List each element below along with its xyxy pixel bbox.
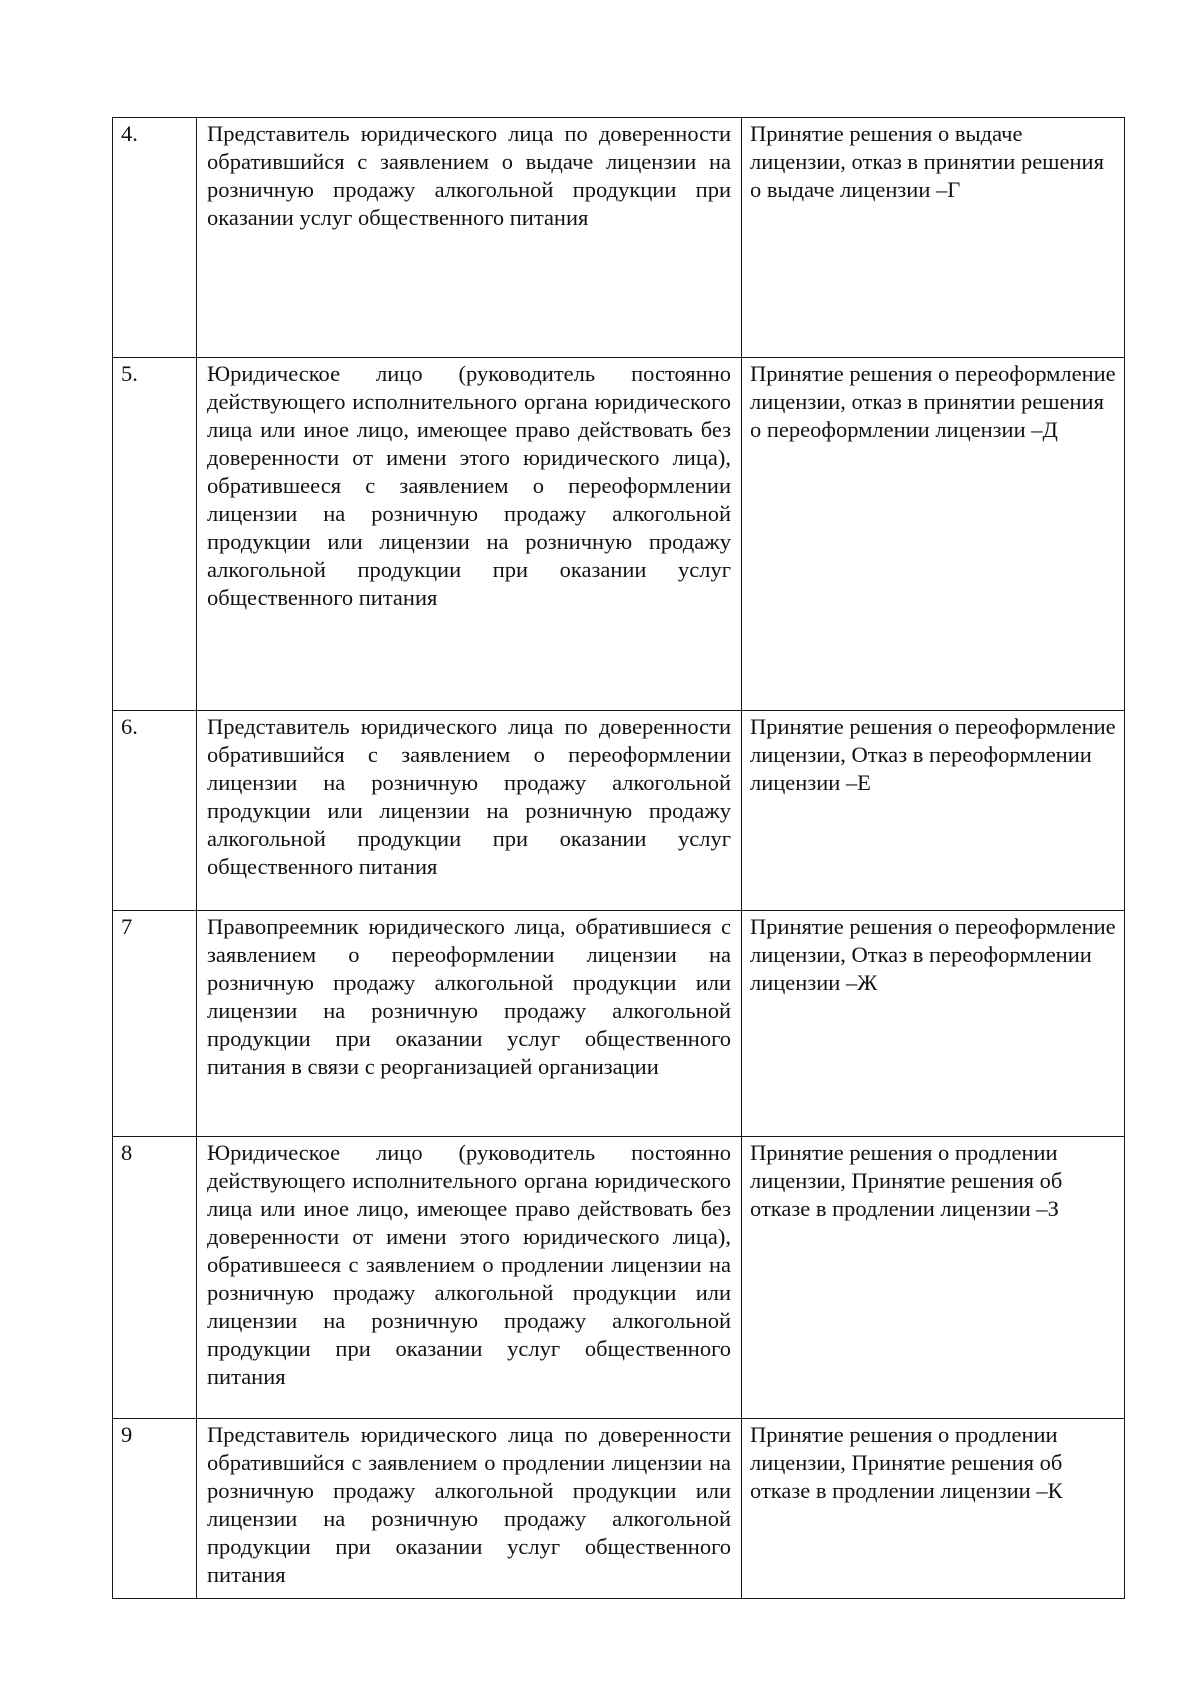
- licensing-table: [112, 117, 1125, 1599]
- table-row: [113, 1419, 1125, 1599]
- row-number: 4.: [113, 118, 197, 358]
- applicant-cell: Представитель юридического лица по доверенности обратившийся с заявлением о выдаче лицензии на розничную продажу алкогольной продукции при оказании услуг общественного питания: [197, 118, 742, 358]
- result-cell: Принятие решения о продлении лицензии, Принятие решения об отказе в продлении лицензии –К: [742, 1419, 1125, 1599]
- applicant-cell: Юридическое лицо (руководитель постоянно действующего исполнительного органа юридического лица или иное лицо, имеющее право действовать без доверенности от имени этого юридического лица), обратившееся с заявлением о переоформлении лицензии на розничную продажу алкогольной продукции или лицензии на розничную продажу алкогольной продукции при оказании услуг общественного питания: [197, 358, 742, 711]
- row-number: 9: [113, 1419, 197, 1599]
- applicant-cell: Правопреемник юридического лица, обратившиеся с заявлением о переоформлении лицензии на розничную продажу алкогольной продукции или лицензии на розничную продажу алкогольной продукции при оказании услуг общественного питания в связи с реорганизацией организации: [197, 911, 742, 1137]
- applicant-cell: Представитель юридического лица по доверенности обратившийся с заявлением о продлении лицензии на розничную продажу алкогольной продукции или лицензии на розничную продажу алкогольной продукции при оказании услуг общественного питания: [197, 1419, 742, 1599]
- result-cell: Принятие решения о переоформление лицензии, отказ в принятии решения о переоформлении лицензии –Д: [742, 358, 1125, 711]
- table-row: [113, 118, 1125, 358]
- applicant-cell: Представитель юридического лица по доверенности обратившийся с заявлением о переоформлении лицензии на розничную продажу алкогольной продукции или лицензии на розничную продажу алкогольной продукции при оказании услуг общественного питания: [197, 711, 742, 911]
- table-row: [113, 1137, 1125, 1419]
- row-number: 5.: [113, 358, 197, 711]
- table-row: [113, 911, 1125, 1137]
- result-cell: Принятие решения о переоформление лицензии, Отказ в переоформлении лицензии –Е: [742, 711, 1125, 911]
- row-number: 7: [113, 911, 197, 1137]
- table-row: [113, 711, 1125, 911]
- result-cell: Принятие решения о продлении лицензии, Принятие решения об отказе в продлении лицензии –З: [742, 1137, 1125, 1419]
- row-number: 6.: [113, 711, 197, 911]
- table-row: [113, 358, 1125, 711]
- result-cell: Принятие решения о переоформление лицензии, Отказ в переоформлении лицензии –Ж: [742, 911, 1125, 1137]
- applicant-cell: Юридическое лицо (руководитель постоянно действующего исполнительного органа юридического лица или иное лицо, имеющее право действовать без доверенности от имени этого юридического лица), обратившееся с заявлением о продлении лицензии на розничную продажу алкогольной продукции или лицензии на розничную продажу алкогольной продукции при оказании услуг общественного питания: [197, 1137, 742, 1419]
- row-number: 8: [113, 1137, 197, 1419]
- result-cell: Принятие решения о выдаче лицензии, отказ в принятии решения о выдаче лицензии –Г: [742, 118, 1125, 358]
